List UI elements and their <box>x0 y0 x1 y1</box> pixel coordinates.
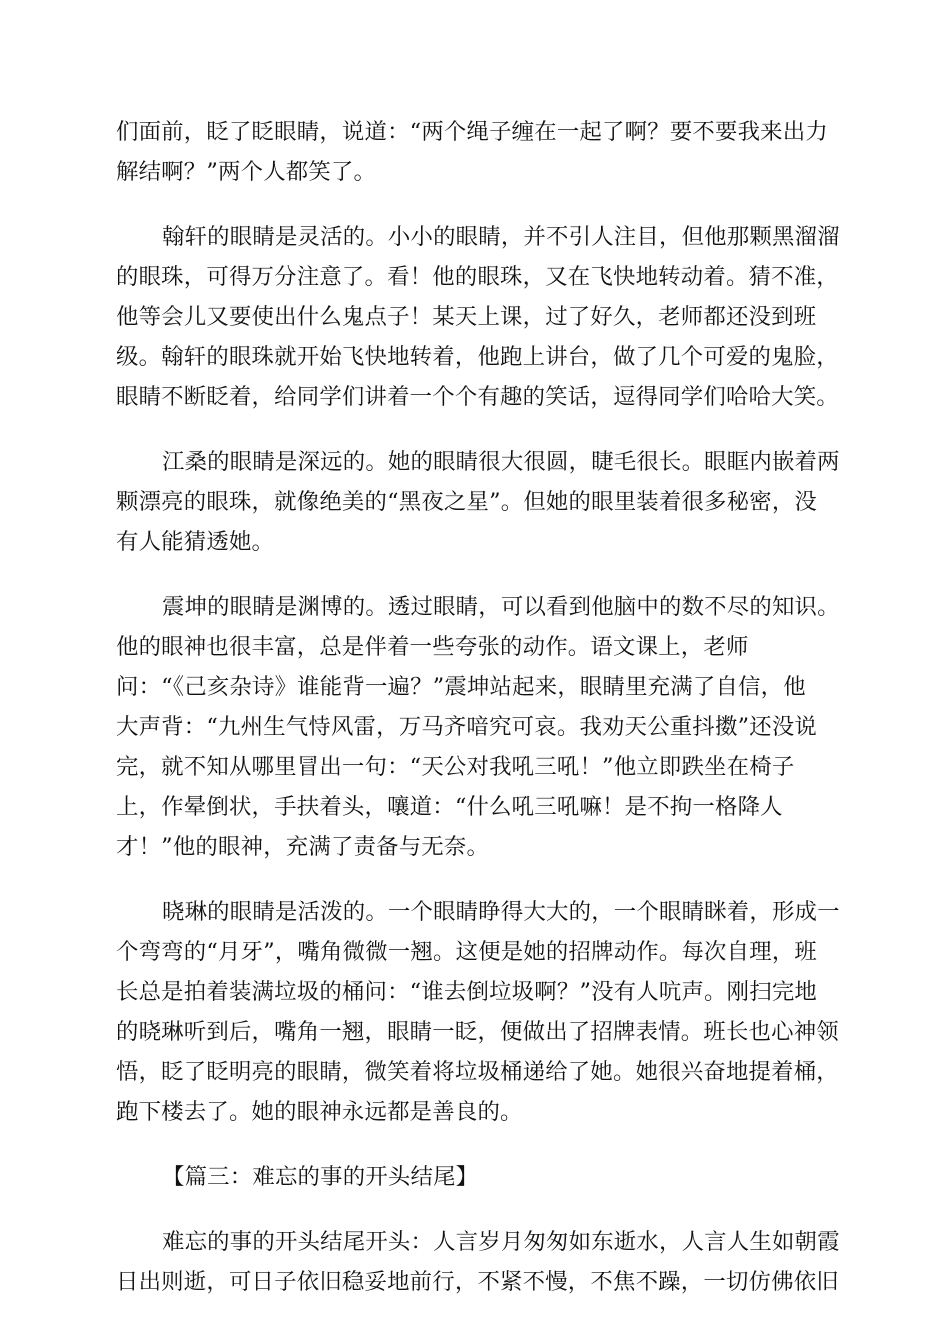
text-line: 他的眼神也很丰富，总是伴着一些夸张的动作。语文课上，老师 <box>116 634 749 660</box>
text-line: 的眼珠，可得万分注意了。看！他的眼珠，又在飞快地转动着。猜不准， <box>116 264 839 290</box>
text-line: 解结啊？”两个人都笑了。 <box>116 159 377 185</box>
text-line: 完，就不知从哪里冒出一句：“天公对我吼三吼！”他立即跌坐在椅子 <box>116 754 795 780</box>
text-line: 颗漂亮的眼珠，就像绝美的“黑夜之星”。但她的眼里装着很多秘密，没 <box>116 489 818 515</box>
text-line: 级。翰轩的眼珠就开始飞快地转着，他跑上讲台，做了几个可爱的鬼脸， <box>116 344 839 370</box>
text-line: 翰轩的眼睛是灵活的。小小的眼睛，并不引人注目，但他那颗黑溜溜 <box>162 224 840 250</box>
text-line: 们面前，眨了眨眼睛，说道：“两个绳子缠在一起了啊？要不要我来出力 <box>116 119 828 145</box>
text-line: 悟，眨了眨明亮的眼睛，微笑着将垃圾桶递给了她。她很兴奋地提着桶， <box>116 1059 839 1085</box>
paragraph-1 <box>116 112 836 192</box>
document-page <box>116 112 840 1327</box>
text-line: 跑下楼去了。她的眼神永远都是善良的。 <box>116 1099 523 1125</box>
text-line: 大声背：“九州生气恃风雷，万马齐喑究可哀。我劝天公重抖擞”还没说 <box>116 714 818 740</box>
text-line: 眼睛不断眨着，给同学们讲着一个个有趣的笑话，逗得同学们哈哈大笑。 <box>116 384 839 410</box>
paragraph-hanxuan <box>116 217 840 417</box>
text-line: 日出则逝，可日子依旧稳妥地前行，不紧不慢，不焦不躁，一切仿佛依旧 <box>116 1269 839 1295</box>
paragraph-xiaolin <box>116 892 840 1132</box>
text-line: 才！”他的眼神，充满了责备与无奈。 <box>116 834 490 860</box>
text-line: 长总是拍着装满垃圾的桶问：“谁去倒垃圾啊？”没有人吭声。刚扫完地 <box>116 979 818 1005</box>
text-line: 震坤的眼睛是渊博的。透过眼睛，可以看到他脑中的数不尽的知识。 <box>162 594 840 620</box>
paragraph-jiangsang <box>116 442 840 562</box>
text-line: 问：“《己亥杂诗》谁能背一遍？”震坤站起来，眼睛里充满了自信，他 <box>116 674 806 700</box>
text-line: 晓琳的眼睛是活泼的。一个眼睛睁得大大的，一个眼睛眯着，形成一 <box>162 899 840 925</box>
text-line: 难忘的事的开头结尾开头：人言岁月匆匆如东逝水，人言人生如朝霞 <box>162 1229 840 1255</box>
paragraph-zhenkun <box>116 587 840 867</box>
text-line: 江桑的眼睛是深远的。她的眼睛很大很圆，睫毛很长。眼眶内嵌着两 <box>162 449 840 475</box>
text-line: 的晓琳听到后，嘴角一翘，眼睛一眨，便做出了招牌表情。班长也心神领 <box>116 1019 839 1045</box>
paragraph-opening <box>116 1222 840 1302</box>
section-heading <box>116 1157 836 1197</box>
text-line: 个弯弯的“月牙”，嘴角微微一翘。这便是她的招牌动作。每次自理，班 <box>116 939 818 965</box>
text-line: 有人能猜透她。 <box>116 529 275 555</box>
text-line: 【篇三：难忘的事的开头结尾】 <box>162 1164 479 1190</box>
text-line: 他等会儿又要使出什么鬼点子！某天上课，过了好久，老师都还没到班 <box>116 304 817 330</box>
text-line: 上，作晕倒状，手扶着头，嚷道：“什么吼三吼嘛！是不拘一格降人 <box>116 794 783 820</box>
